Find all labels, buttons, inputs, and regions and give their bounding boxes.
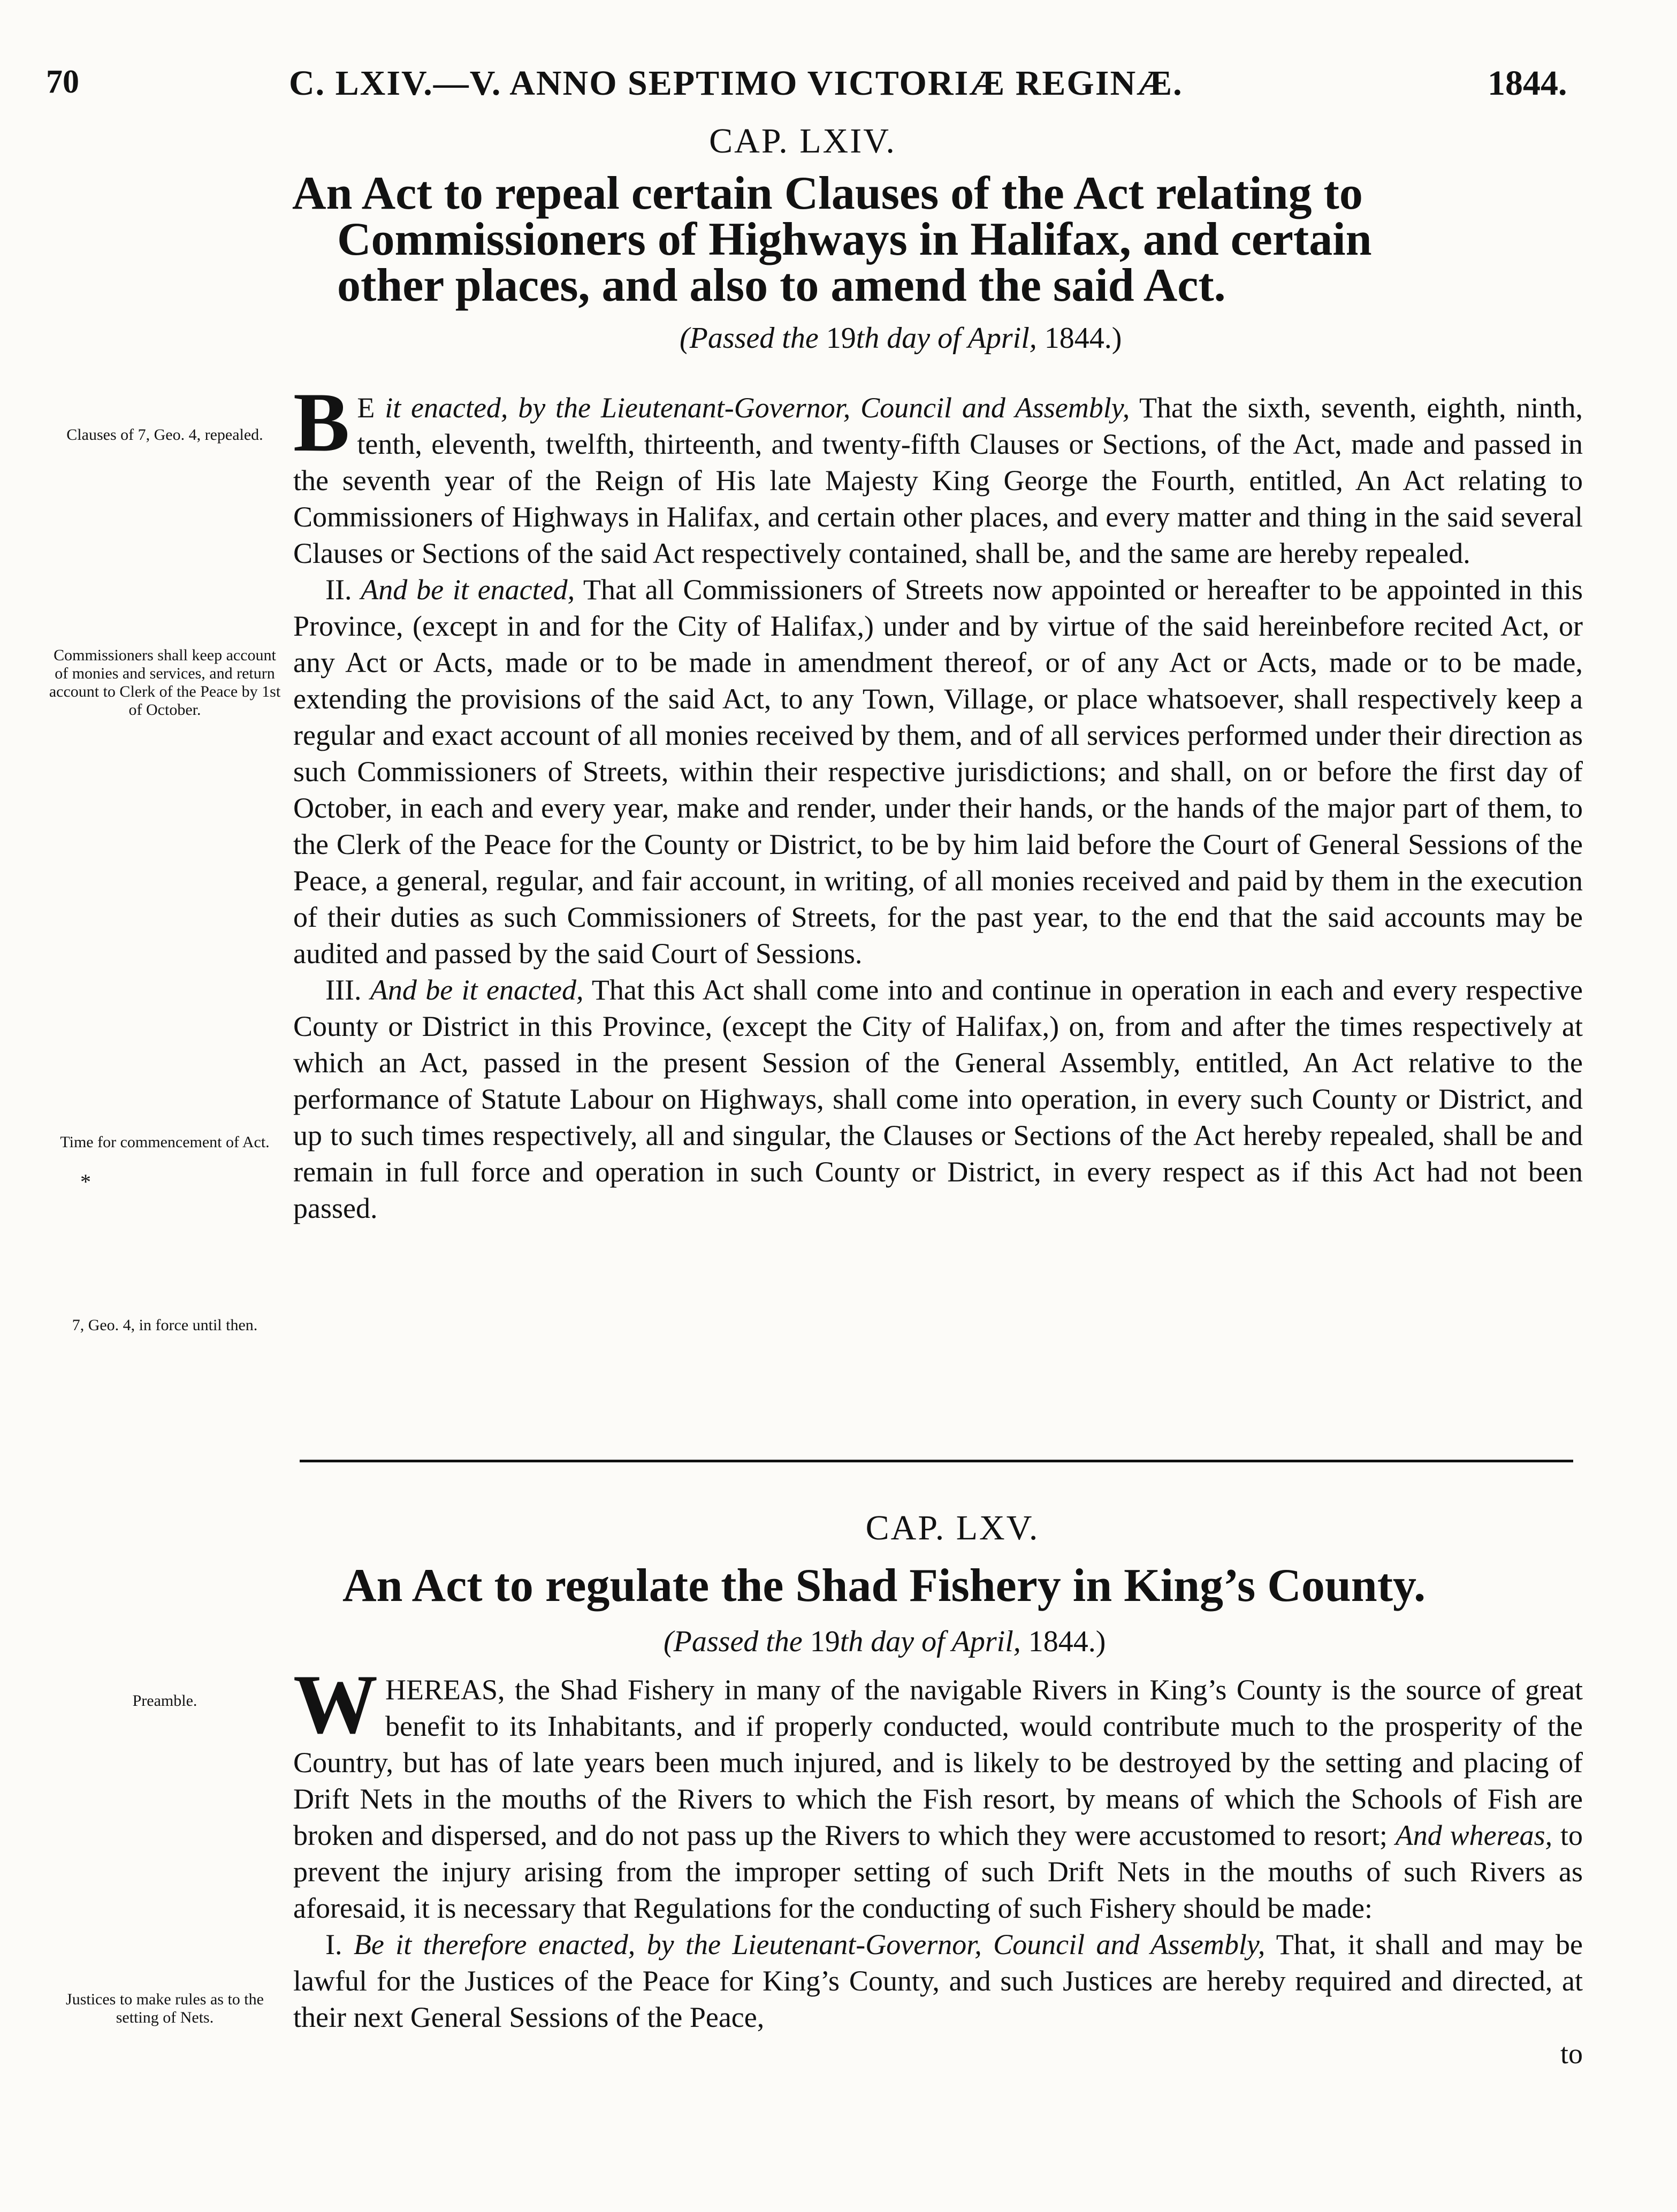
margin-note-commencement: Time for commencement of Act. (60, 1133, 270, 1151)
margin-note-preamble: Preamble. (132, 1692, 197, 1710)
section-1-paragraph: B E it enacted, by the Lieutenant-Governor, Council and Assembly, That the sixth, seventh, eighth, ninth, tenth, eleventh, twelfth, thirteenth, and twenty-fifth Clauses or Sections, of the Act, made and passed in the seventh year of the Reign of His late Majesty King George the Fourth, entitled, An Act relating to Commissioners of Highways in Halifax, and certain other places, and every matter and thing in the said several Clauses or Sections of the said Act respectively contained, shall be, and the same are hereby repealed. (293, 376, 1583, 569)
dropcap-b: B (293, 376, 350, 469)
chapter-heading-lxiv: CAP. LXIV. (709, 121, 896, 161)
lxv-section-1-paragraph: I. Be it therefore enacted, by the Lieutenant-Governor, Council and Assembly, That, it shall and may be lawful for the Justices of the Peace for King’s County, and such Justices are hereby required and directed, at their next General Sessions of the Peace, (293, 1928, 1583, 2033)
page-number: 70 (46, 64, 79, 100)
act-title-line-2: Commissioners of Highways in Halifax, and certain (337, 213, 1372, 265)
margin-note-commissioners-account: Commissioners shall keep account of monies and services, and return account to Clerk of the Peace by 1st of October. (49, 646, 281, 719)
running-title: C. LXIV.—V. ANNO SEPTIMO VICTORIÆ REGINÆ. (289, 64, 1183, 103)
chapter-divider-rule (300, 1460, 1573, 1462)
section-3-paragraph: III. And be it enacted, That this Act shall come into and continue in operation in each and every respective County or District in this Province, (except the City of Halifax,) on, from and after the times respectively at which an Act, passed in the present Session of the General Assembly, entitled, An Act relative to the performance of Statute Labour on Highways, shall come into operation, in every such County or District, and up to such times respectively, all and singular, the Clauses or Sections of the Act hereby repealed, shall be and remain in full force and operation in such County or District, in every respect as if this Act had not been passed. (293, 974, 1583, 1224)
act-title-line-3: other places, and also to amend the said Act. (337, 260, 1226, 311)
preamble-paragraph: WHEREAS, the Shad Fishery in many of the navigable Rivers in King’s County is the source of great benefit to its Inhabitants, and if properly conducted, would contribute much to the prosperity of the Country, but has of late years been much injured, and is likely to be destroyed by the setting and placing of Drift Nets in the mouths of the Rivers to which the Fish resort, by means of which the Schools of Fish are broken and dispersed, and do not pass up the Rivers to which they were accustomed to resort; And whereas, to prevent the injury arising from the improper setting of such Drift Nets in the mouths of such Rivers as aforesaid, it is necessary that Regulations for the conducting of such Fishery should be made: (293, 1658, 1583, 1924)
running-head (0, 63, 1677, 117)
margin-note-in-force: 7, Geo. 4, in force until then. (72, 1316, 258, 1334)
chapter-lxiv-body (293, 376, 1583, 1226)
passed-date-2: (Passed the 19th day of April, 1844.) (664, 1625, 1106, 1658)
catchword: to (1560, 2038, 1583, 2070)
act-title-shad-fishery: An Act to regulate the Shad Fishery in King’s County. (342, 1560, 1426, 1612)
dropcap-w: W (293, 1658, 378, 1751)
section-2-paragraph: II. And be it enacted, That all Commissioners of Streets now appointed or hereafter to be appointed in this Province, (except in and for the City of Halifax,) under and by virtue of the said hereinbefore recited Act, or any Act or Acts, made or to be made in amendment thereof, or of any Act or Acts, made or to be made, extending the provisions of the said Act, to any Town, Village, or place whatsoever, shall respectively keep a regular and exact account of all monies received by them, and of all services performed under their direction as such Commissioners of Streets, within their respective jurisdictions; and shall, on or before the first day of October, in each and every year, make and render, under their hands, or the hands of the major part of them, to the Clerk of the Peace for the County or District, to be by him laid before the Court of General Sessions of the Peace, a general, regular, and fair account, in writing, of all monies received and paid by them in the execution of their duties as such Commissioners of Streets, for the past year, to the end that the said accounts may be audited and passed by the said Court of Sessions. (293, 574, 1583, 970)
margin-note-justices: Justices to make rules as to the setting of Nets. (66, 1990, 264, 2026)
chapter-lxv-body (293, 1658, 1583, 2072)
margin-note-clauses-repealed: Clauses of 7, Geo. 4, repealed. (66, 426, 263, 444)
act-title-line-1: An Act to repeal certain Clauses of the Act relating to (292, 167, 1363, 219)
running-year: 1844. (1488, 64, 1567, 103)
chapter-heading-lxv: CAP. LXV. (865, 1508, 1040, 1547)
passed-date-1: (Passed the 19th day of April, 1844.) (680, 322, 1122, 355)
margin-asterisk: * (80, 1170, 91, 1194)
